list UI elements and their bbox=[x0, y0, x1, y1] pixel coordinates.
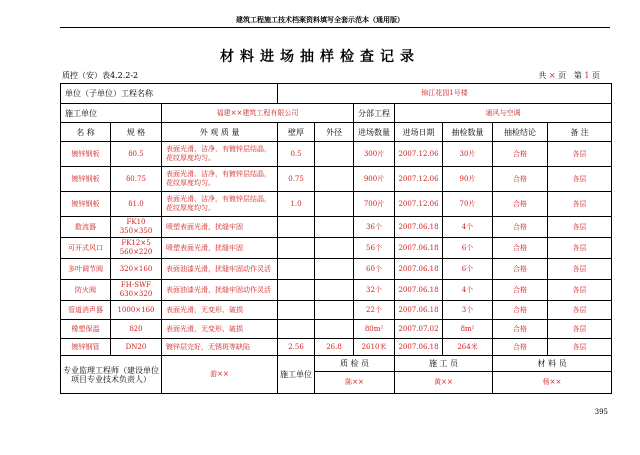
cell-od: 26.8 bbox=[315, 339, 354, 356]
cell-result: 合格 bbox=[493, 339, 548, 356]
cell-sample: 8m² bbox=[443, 320, 493, 339]
cell-qty: 2610米 bbox=[354, 339, 395, 356]
table-row bbox=[61, 142, 612, 167]
cell-spec: FK12×5 560×220 bbox=[111, 238, 162, 259]
col-header-qty: 进场数量 bbox=[354, 123, 395, 142]
page-header: 建筑工程施工技术档案资料填写全套示范本（通用版） bbox=[236, 15, 404, 24]
cell-wall: 2.56 bbox=[278, 339, 315, 356]
page-current: 1 bbox=[584, 71, 590, 80]
table-row bbox=[61, 238, 612, 259]
cell-quality: 表面光滑，无变形、破损 bbox=[162, 320, 278, 339]
cell-spec: FH-SWF 630×320 bbox=[111, 280, 162, 301]
cell-note: 各层 bbox=[548, 238, 612, 259]
cell-quality: 表面光滑、洁净，有镀锌层结晶，花纹厚度均匀。 bbox=[162, 192, 278, 217]
inspection-table bbox=[60, 83, 612, 394]
qc-inspector-signature: 陈×× bbox=[315, 372, 395, 394]
cell-od bbox=[315, 280, 354, 301]
cell-spec: FK10 350×350 bbox=[111, 217, 162, 238]
page-current-label: 第 bbox=[573, 71, 582, 80]
cell-name: 镀锌钢板 bbox=[61, 142, 111, 167]
cell-od bbox=[315, 217, 354, 238]
cell-spec: δ0.5 bbox=[111, 142, 162, 167]
cell-wall: 1.0 bbox=[278, 192, 315, 217]
cell-wall bbox=[278, 238, 315, 259]
cell-sample: 6个 bbox=[443, 259, 493, 280]
cell-sample: 4个 bbox=[443, 217, 493, 238]
page-current-unit: 页 bbox=[592, 71, 600, 80]
cell-qty: 22个 bbox=[354, 301, 395, 320]
signature-row bbox=[61, 356, 612, 372]
cell-name: 镀锌钢板 bbox=[61, 167, 111, 192]
cell-date: 2007.06.18 bbox=[395, 280, 443, 301]
form-code: 质控（安）表4.2.2-2 bbox=[62, 71, 139, 80]
cell-qty: 60个 bbox=[354, 259, 395, 280]
cell-note: 各层 bbox=[548, 301, 612, 320]
cell-note: 各层 bbox=[548, 142, 612, 167]
construction-unit-label: 施工单位 bbox=[278, 356, 315, 394]
cell-od bbox=[315, 320, 354, 339]
cell-quality: 镀锌层完好，无锈斑等缺陷 bbox=[162, 339, 278, 356]
cell-od bbox=[315, 142, 354, 167]
col-header-spec: 规 格 bbox=[111, 123, 162, 142]
cell-qty: 56个 bbox=[354, 238, 395, 259]
cell-name: 散流器 bbox=[61, 217, 111, 238]
qc-inspector-label: 质 检 员 bbox=[315, 356, 395, 372]
material-officer-signature: 杨×× bbox=[493, 372, 612, 394]
cell-name: 镀锌钢管 bbox=[61, 339, 111, 356]
cell-qty: 32个 bbox=[354, 280, 395, 301]
cell-wall: 0.75 bbox=[278, 167, 315, 192]
cell-qty: 36个 bbox=[354, 217, 395, 238]
cell-date: 2007.06.18 bbox=[395, 217, 443, 238]
cell-note: 各层 bbox=[548, 167, 612, 192]
col-header-wall: 壁厚 bbox=[278, 123, 315, 142]
cell-sample: 3个 bbox=[443, 301, 493, 320]
cell-sample: 90片 bbox=[443, 167, 493, 192]
cell-wall bbox=[278, 259, 315, 280]
cell-date: 2007.06.18 bbox=[395, 259, 443, 280]
material-officer-label: 材 料 员 bbox=[493, 356, 612, 372]
cell-wall bbox=[278, 320, 315, 339]
col-header-quality: 外 观 质 量 bbox=[162, 123, 278, 142]
cell-sample: 4个 bbox=[443, 280, 493, 301]
cell-note: 各层 bbox=[548, 280, 612, 301]
contractor-value: 福建××建筑工程有限公司 bbox=[162, 104, 354, 123]
cell-spec: δ1.0 bbox=[111, 192, 162, 217]
table-row bbox=[61, 339, 612, 356]
cell-qty: 300片 bbox=[354, 142, 395, 167]
cell-wall: 0.5 bbox=[278, 142, 315, 167]
cell-note: 各层 bbox=[548, 192, 612, 217]
cell-qty: 80m² bbox=[354, 320, 395, 339]
document-title: 材料进场抽样检查记录 bbox=[220, 49, 420, 65]
cell-note: 各层 bbox=[548, 259, 612, 280]
cell-result: 合格 bbox=[493, 217, 548, 238]
cell-quality: 表面油漆光滑，扰缝牢固动作灵活 bbox=[162, 280, 278, 301]
unit-project-row bbox=[61, 84, 612, 104]
cell-quality: 表面光滑，无变形、破损 bbox=[162, 301, 278, 320]
col-header-date: 进场日期 bbox=[395, 123, 443, 142]
cell-spec: DN20 bbox=[111, 339, 162, 356]
table-row bbox=[61, 259, 612, 280]
cell-sample: 264米 bbox=[443, 339, 493, 356]
cell-quality: 喷塑表面光滑，扰缝牢固 bbox=[162, 238, 278, 259]
table-row bbox=[61, 320, 612, 339]
cell-spec: 1000×160 bbox=[111, 301, 162, 320]
cell-date: 2007.07.02 bbox=[395, 320, 443, 339]
cell-spec: δ20 bbox=[111, 320, 162, 339]
cell-result: 合格 bbox=[493, 259, 548, 280]
cell-quality: 表面光滑、洁净，有镀锌层结晶，花纹厚度均匀。 bbox=[162, 142, 278, 167]
page-number: 395 bbox=[594, 408, 608, 416]
table-row bbox=[61, 192, 612, 217]
subproject-value: 通风与空调 bbox=[395, 104, 612, 123]
page-total-label: 共 bbox=[538, 71, 547, 80]
contractor-row bbox=[61, 104, 612, 123]
cell-sample: 30片 bbox=[443, 142, 493, 167]
table-row bbox=[61, 301, 612, 320]
cell-spec: 320×160 bbox=[111, 259, 162, 280]
cell-date: 2007.12.06 bbox=[395, 167, 443, 192]
contractor-label: 施工单位 bbox=[61, 104, 162, 123]
supervisor-label: 专业监理工程师（建设单位项目专业技术负责人） bbox=[61, 356, 162, 394]
cell-note: 各层 bbox=[548, 320, 612, 339]
cell-result: 合格 bbox=[493, 142, 548, 167]
cell-date: 2007.06.18 bbox=[395, 238, 443, 259]
unit-project-value: 锦江花园1号楼 bbox=[278, 84, 612, 104]
table-row bbox=[61, 167, 612, 192]
cell-result: 合格 bbox=[493, 280, 548, 301]
col-header-name: 名 称 bbox=[61, 123, 111, 142]
column-header-row bbox=[61, 123, 612, 142]
cell-qty: 700片 bbox=[354, 192, 395, 217]
cell-od bbox=[315, 238, 354, 259]
cell-wall bbox=[278, 301, 315, 320]
page-total-unit: 页 bbox=[558, 71, 567, 80]
cell-od bbox=[315, 301, 354, 320]
cell-spec: δ0.75 bbox=[111, 167, 162, 192]
cell-date: 2007.12.06 bbox=[395, 192, 443, 217]
construction-worker-label: 施 工 员 bbox=[395, 356, 493, 372]
cell-note: 各层 bbox=[548, 339, 612, 356]
cell-date: 2007.12.06 bbox=[395, 142, 443, 167]
cell-date: 2007.06.18 bbox=[395, 301, 443, 320]
cell-date: 2007.06.18 bbox=[395, 339, 443, 356]
cell-wall bbox=[278, 280, 315, 301]
cell-result: 合格 bbox=[493, 167, 548, 192]
cell-name: 橡塑保温 bbox=[61, 320, 111, 339]
cell-quality: 表面油漆光滑，扰缝牢固动作灵活 bbox=[162, 259, 278, 280]
col-header-result: 抽检结论 bbox=[493, 123, 548, 142]
subproject-label: 分部工程 bbox=[354, 104, 395, 123]
table-row bbox=[61, 280, 612, 301]
col-header-note: 备 注 bbox=[548, 123, 612, 142]
cell-name: 可开式风口 bbox=[61, 238, 111, 259]
cell-name: 镀锌钢板 bbox=[61, 192, 111, 217]
cell-wall bbox=[278, 217, 315, 238]
header-divider bbox=[60, 27, 610, 28]
construction-worker-signature: 黄×× bbox=[395, 372, 493, 394]
cell-od bbox=[315, 167, 354, 192]
unit-project-label: 单位（子单位）工程名称 bbox=[61, 84, 278, 104]
supervisor-signature: 游×× bbox=[162, 356, 278, 394]
col-header-sample: 抽检数量 bbox=[443, 123, 493, 142]
cell-sample: 70片 bbox=[443, 192, 493, 217]
cell-qty: 900片 bbox=[354, 167, 395, 192]
cell-note: 各层 bbox=[548, 217, 612, 238]
cell-od bbox=[315, 192, 354, 217]
table-row bbox=[61, 217, 612, 238]
cell-result: 合格 bbox=[493, 301, 548, 320]
cell-result: 合格 bbox=[493, 320, 548, 339]
cell-name: 多叶调节阀 bbox=[61, 259, 111, 280]
col-header-od: 外径 bbox=[315, 123, 354, 142]
cell-result: 合格 bbox=[493, 238, 548, 259]
cell-name: 管道消声器 bbox=[61, 301, 111, 320]
cell-name: 防火阀 bbox=[61, 280, 111, 301]
cell-quality: 表面光滑、洁净，有镀锌层结晶，花纹厚度均匀。 bbox=[162, 167, 278, 192]
cell-sample: 6个 bbox=[443, 238, 493, 259]
page-count bbox=[538, 70, 600, 81]
cell-quality: 喷塑表面光滑，扰缝牢固 bbox=[162, 217, 278, 238]
cell-od bbox=[315, 259, 354, 280]
page-total: × bbox=[548, 71, 556, 80]
cell-result: 合格 bbox=[493, 192, 548, 217]
